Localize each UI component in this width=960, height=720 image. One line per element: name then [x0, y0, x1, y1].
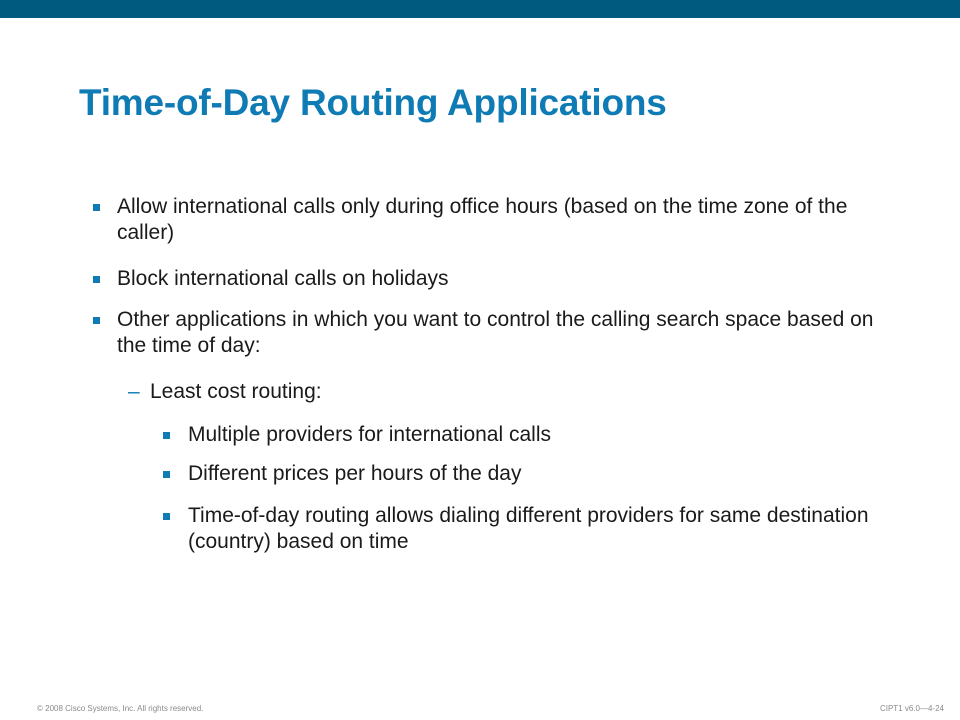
bullet-text: Block international calls on holidays: [117, 267, 449, 290]
bullet-text: Allow international calls only during office hours (based on the time zone of the caller): [117, 195, 848, 244]
sub-bullet-text: Least cost routing:: [150, 380, 322, 403]
sub-sub-bullet-item: [163, 422, 888, 448]
bullet-text: Other applications in which you want to control the calling search space based on the time of day:: [117, 308, 874, 357]
slide-title: Time-of-Day Routing Applications: [79, 82, 667, 123]
copyright-footer: © 2008 Cisco Systems, Inc. All rights reserved.: [37, 704, 204, 713]
bullet-item: [93, 307, 897, 359]
bullet-item: [93, 194, 897, 246]
sub-bullet-item: [128, 379, 322, 405]
square-bullet-icon: [163, 471, 170, 478]
square-bullet-icon: [163, 513, 170, 520]
dash-marker: –: [128, 380, 140, 403]
square-bullet-icon: [163, 432, 170, 439]
square-bullet-icon: [93, 276, 100, 283]
sub-sub-bullet-item: [163, 461, 888, 487]
square-bullet-icon: [93, 317, 100, 324]
bullet-item: [93, 266, 897, 292]
sub-sub-bullet-item: [163, 503, 888, 555]
square-bullet-icon: [93, 204, 100, 211]
slide-number-footer: CIPT1 v6.0—4-24: [879, 704, 944, 713]
sub-sub-bullet-text: Time-of-day routing allows dialing different providers for same destination (country) based on time: [188, 504, 869, 553]
sub-sub-bullet-text: Different prices per hours of the day: [188, 462, 522, 485]
sub-sub-bullet-text: Multiple providers for international calls: [188, 423, 551, 446]
